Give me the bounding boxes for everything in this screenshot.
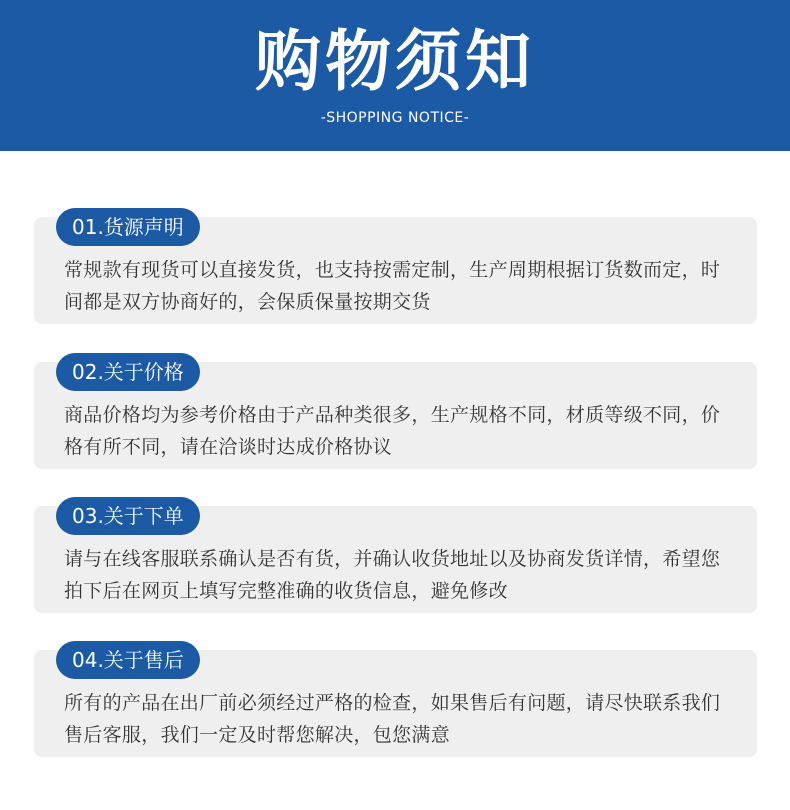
section-after-sales [34,641,757,757]
section-text: 商品价格均为参考价格由于产品种类很多，生产规格不同，材质等级不同，价格有所不同，请在洽谈时达成价格协议 [64,404,721,458]
section-source-statement [34,208,757,324]
header-banner [0,0,790,151]
section-badge: 04.关于售后 [56,641,200,679]
page-subtitle: -SHOPPING NOTICE- [320,110,470,126]
section-badge: 01.货源声明 [56,208,200,246]
section-text: 常规款有现货可以直接发货，也支持按需定制，生产周期根据订货数而定，时间都是双方协商好的，会保质保量按期交货 [64,259,721,313]
section-badge: 03.关于下单 [56,497,200,535]
section-text: 请与在线客服联系确认是否有货，并确认收货地址以及协商发货详情，希望您拍下后在网页上填写完整准确的收货信息，避免修改 [64,548,721,602]
section-price [34,353,757,469]
page-title: 购物须知 [255,23,535,100]
section-text: 所有的产品在出厂前必须经过严格的检查，如果售后有问题，请尽快联系我们售后客服，我们一定及时帮您解决，包您满意 [64,692,721,746]
section-badge: 02.关于价格 [56,353,200,391]
section-ordering [34,497,757,613]
